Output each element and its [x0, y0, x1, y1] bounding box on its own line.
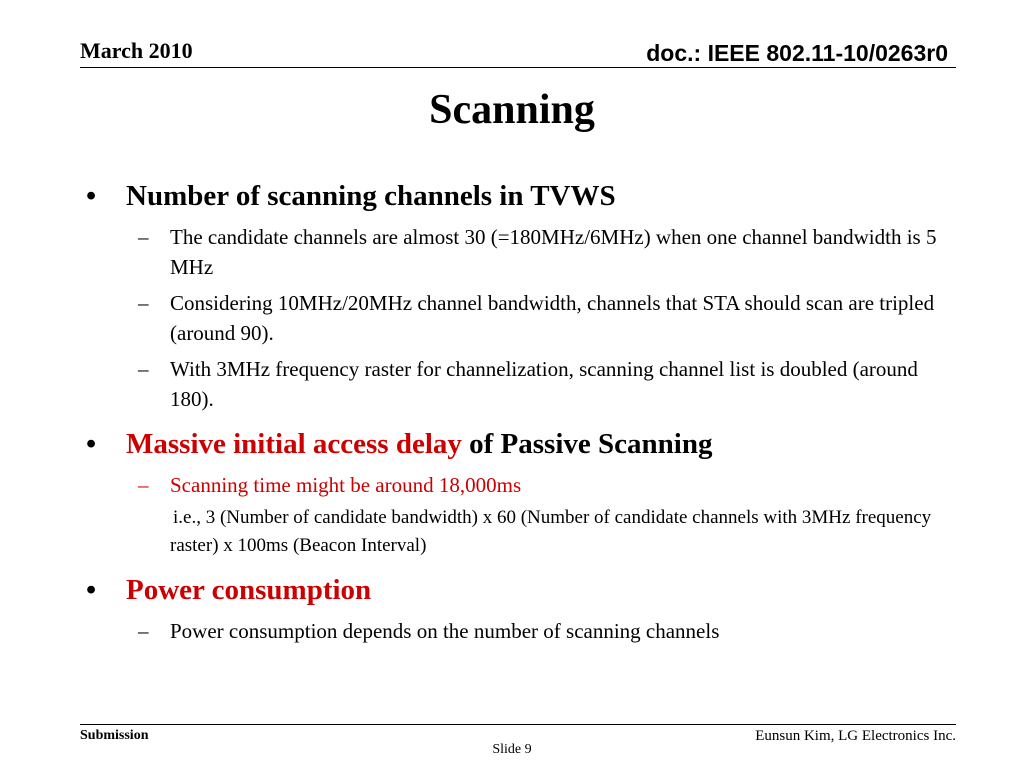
bullet-marker: • [86, 180, 97, 212]
bullet-access-delay [86, 426, 946, 462]
header-date: March 2010 [80, 38, 193, 63]
dash-marker: – [138, 225, 149, 249]
sub-bullet-text: The candidate channels are almost 30 (=180MHz/6MHz) when one channel bandwidth is 5 MHz [170, 225, 937, 279]
sub-bullet-text: Considering 10MHz/20MHz channel bandwidth, channels that STA should scan are tripled (around 90). [170, 291, 935, 345]
bullet-text-highlight: Massive initial access delay [126, 428, 462, 460]
bullet-marker: • [86, 428, 97, 460]
calculation-note: i.e., 3 (Number of candidate bandwidth) x 60 (Number of candidate channels with 3MHz frequency raster) x 100ms (Beacon Interval) [170, 507, 932, 556]
footer-submission: Submission [80, 728, 149, 743]
sub-bullet-text: Power consumption depends on the number of scanning channels [170, 619, 720, 643]
slide-number: Slide 9 [492, 742, 532, 757]
bullet-power-consumption [86, 572, 946, 608]
footer-author: Eunsun Kim, LG Electronics Inc. [755, 728, 956, 744]
header-divider [80, 67, 956, 68]
dash-marker: – [138, 619, 149, 643]
bullet-text: Number of scanning channels in TVWS [126, 180, 616, 212]
footer-divider [80, 724, 956, 725]
sub-bullet-candidate-channels [86, 222, 946, 282]
sub-bullet-tripled [86, 288, 946, 348]
slide-body [86, 178, 946, 646]
dash-marker: – [138, 357, 149, 381]
sub-bullet-scanning-time [86, 470, 946, 500]
bullet-scanning-channels [86, 178, 946, 214]
header-doc-id: doc.: IEEE 802.11-10/0263r0 [646, 40, 948, 66]
bullet-text: of Passive Scanning [461, 428, 713, 460]
dash-marker: – [138, 291, 149, 315]
sub-bullet-text: With 3MHz frequency raster for channelization, scanning channel list is doubled (around 180). [170, 357, 918, 411]
dash-marker: – [138, 473, 149, 497]
sub-bullet-power [86, 616, 946, 646]
sub-bullet-doubled [86, 354, 946, 414]
sub-bullet-text: Scanning time might be around 18,000ms [170, 473, 522, 497]
bullet-marker: • [86, 574, 97, 606]
slide-title: Scanning [429, 87, 595, 133]
bullet-text-highlight: Power consumption [126, 574, 372, 606]
